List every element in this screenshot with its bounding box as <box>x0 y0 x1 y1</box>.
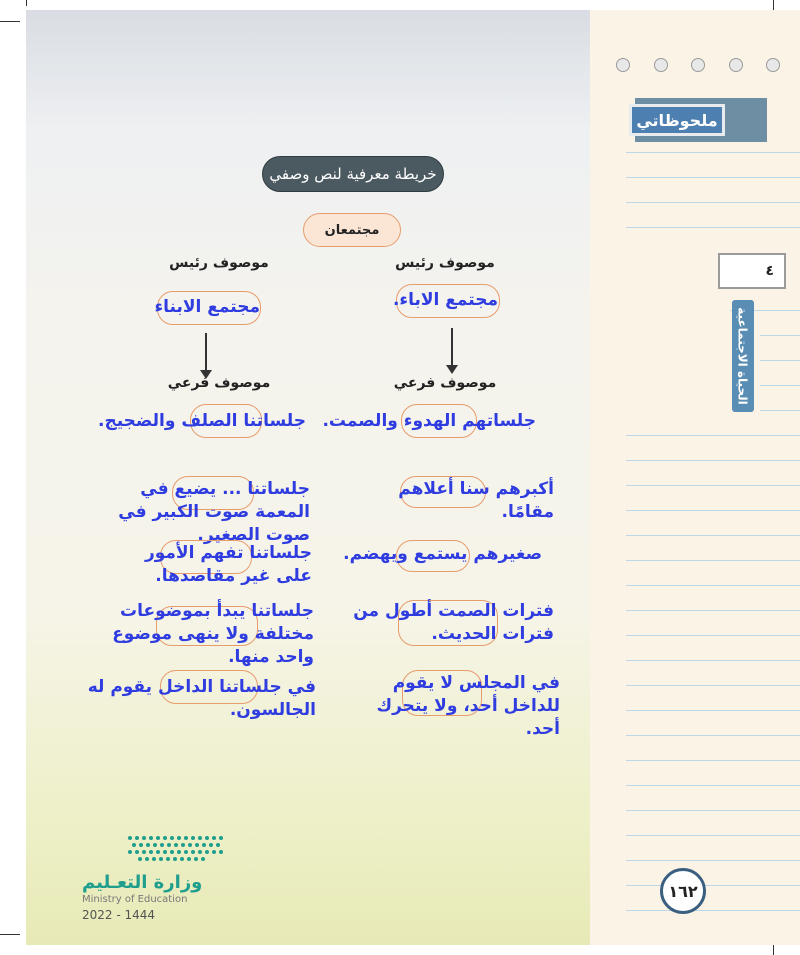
ministry-name-ar: وزارة التعـليم <box>82 872 203 893</box>
note-line <box>760 385 800 386</box>
note-line <box>626 660 800 661</box>
note-line <box>760 335 800 336</box>
crop-mark <box>0 934 20 935</box>
note-line <box>626 785 800 786</box>
note-line <box>626 860 800 861</box>
note-line <box>626 560 800 561</box>
map-center-node: مجتمعان <box>303 213 401 247</box>
note-line <box>626 810 800 811</box>
map-title: خريطة معرفية لنص وصفي <box>262 156 444 192</box>
right-main-value: مجتمع الاباء. <box>392 290 498 310</box>
left-main-label: موصوف رئيس <box>169 255 269 271</box>
note-line <box>626 735 800 736</box>
left-item: جلساتنا الصلف والضجيج. <box>98 411 306 431</box>
note-line <box>626 910 800 911</box>
note-line <box>626 177 800 178</box>
crop-mark <box>0 21 20 22</box>
note-line <box>626 835 800 836</box>
note-line <box>626 510 800 511</box>
left-item: جلساتنا تفهم الأمور على غير مقاصدها. <box>144 543 312 586</box>
page-number: ١٦٢ <box>660 868 706 914</box>
right-item: في المجلس لا يقوم للداخل أحد، ولا يتحرك أحد. <box>376 673 560 739</box>
binder-hole <box>654 58 668 72</box>
binder-hole <box>766 58 780 72</box>
right-arrow <box>451 328 453 366</box>
notes-tab <box>635 98 767 142</box>
edition-year: 2022 - 1444 <box>82 908 156 922</box>
crop-mark <box>26 0 27 6</box>
note-line <box>626 710 800 711</box>
note-line <box>626 435 800 436</box>
right-item: أكبرهم سنا أعلاهم مقامًا. <box>398 479 554 522</box>
right-item: جلساتهم الهدوء والصمت. <box>322 411 536 431</box>
note-line <box>626 685 800 686</box>
note-line <box>626 485 800 486</box>
note-line <box>626 885 800 886</box>
binder-hole <box>691 58 705 72</box>
binder-hole <box>729 58 743 72</box>
note-line <box>626 152 800 153</box>
note-line <box>626 760 800 761</box>
right-item: صغيرهم يستمع ويهضم. <box>343 544 542 564</box>
unit-title-text: الحياة الاجتماعية <box>736 307 751 405</box>
unit-number-box: ٤ <box>718 253 786 289</box>
left-main-value: مجتمع الابناء <box>154 297 260 317</box>
note-line <box>626 610 800 611</box>
left-item: في جلساتنا الداخل يقوم له الجالسون. <box>87 677 316 720</box>
note-line <box>626 202 800 203</box>
note-line <box>626 227 800 228</box>
note-line <box>760 410 800 411</box>
textbook-page <box>26 10 590 945</box>
right-item: فترات الصمت أطول من فترات الحديث. <box>353 601 554 644</box>
left-sub-label: موصوف فرعي <box>167 375 271 391</box>
binder-hole <box>616 58 630 72</box>
note-line <box>626 635 800 636</box>
notes-column <box>590 10 800 945</box>
right-sub-label: موصوف فرعي <box>393 375 497 391</box>
right-main-label: موصوف رئيس <box>395 255 495 271</box>
unit-title-label <box>732 300 754 412</box>
ministry-logo <box>82 836 262 926</box>
notes-tab-label: ملحوظاتي <box>629 104 725 136</box>
note-line <box>760 360 800 361</box>
left-item: جلساتنا يبدأ بموضوعات مختلفة ولا ينهى موضوع واحد منها. <box>112 601 314 667</box>
left-item: جلساتنا ... يضيع في المعمة صوت الكبير في صوت الصغير. <box>118 479 310 545</box>
left-arrow <box>205 333 207 371</box>
note-line <box>626 535 800 536</box>
note-line <box>626 585 800 586</box>
note-line <box>626 460 800 461</box>
ministry-name-en: Ministry of Education <box>82 894 188 905</box>
